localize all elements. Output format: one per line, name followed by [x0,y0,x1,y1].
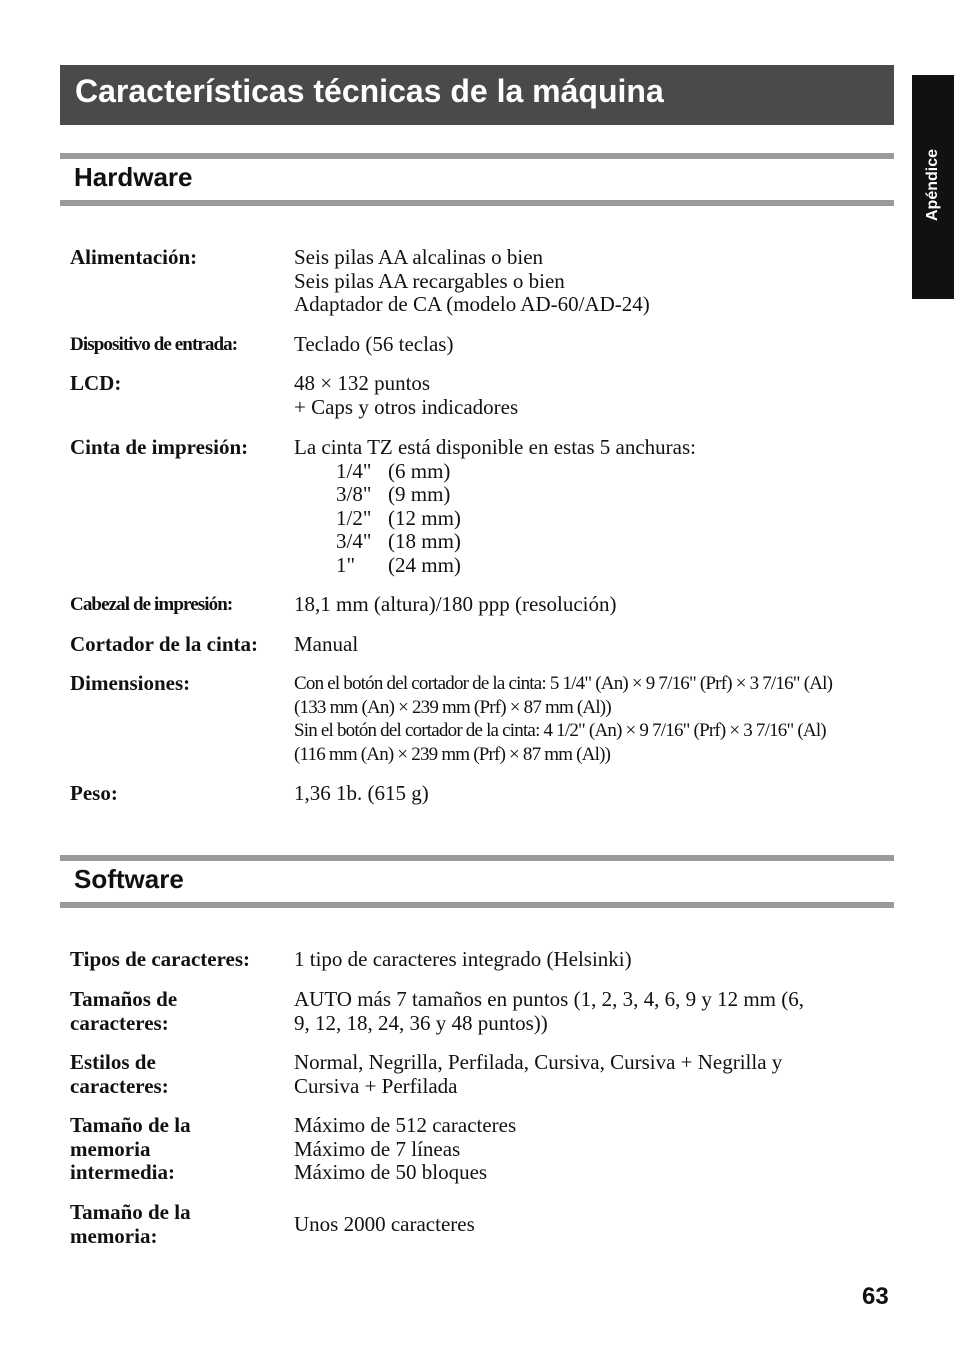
spec-value-line: 48 × 132 puntos [294,371,431,395]
spec-label: LCD: [70,371,122,395]
side-tab-label: Apéndice [924,148,941,222]
hardware-top-rule [60,153,894,159]
spec-value [294,988,894,1035]
tape-width-row [294,483,894,507]
spec-label: Dimensiones: [70,671,191,695]
spec-value-line: 9, 12, 18, 24, 36 y 48 puntos)) [294,1010,548,1035]
spec-label [70,1051,285,1098]
spec-label-line: Tamaño de la [70,1200,191,1224]
spec-value-line: (133 mm (An) × 239 mm (Prf) × 87 mm (Al)) [294,696,611,718]
spec-value-line: (116 mm (An) × 239 mm (Prf) × 87 mm (Al)) [294,743,611,765]
tape-width-inch: 1/2" [336,505,372,530]
tape-width-row [294,507,894,531]
spec-label: Tipos de caracteres: [70,947,251,971]
spec-value-line: Seis pilas AA recargables o bien [294,268,565,293]
tape-width-mm: (9 mm) [388,482,451,506]
spec-value [294,333,894,357]
spec-value [294,436,894,577]
software-bottom-rule [60,902,894,908]
hardware-section-header [60,153,894,208]
spec-value [294,948,894,972]
spec-value-line: 1 tipo de caracteres integrado (Helsinki) [294,947,632,971]
spec-value-line: 1,36 1b. (615 g) [294,781,429,805]
software-heading: Software [74,864,184,894]
spec-label: Peso: [70,781,118,805]
spec-value [294,1051,894,1098]
spec-label-line: Tamaños de [70,987,178,1011]
spec-label-line: memoria: [70,1223,158,1248]
spec-value-line: La cinta TZ está disponible en estas 5 anchuras: [294,435,696,459]
spec-value [294,672,894,766]
spec-value-line: Cursiva + Perfilada [294,1073,458,1098]
spec-value-line: Máximo de 50 bloques [294,1160,488,1184]
spec-label [70,1201,285,1248]
spec-label: Cinta de impresión: [70,435,249,459]
spec-value [294,1213,894,1237]
tape-width-inch: 3/4" [336,529,372,553]
spec-label [70,1114,285,1185]
spec-value-line: Teclado (56 teclas) [294,332,454,356]
tape-width-inch: 1/4" [336,458,372,483]
spec-value-line: Normal, Negrilla, Perfilada, Cursiva, Cursiva + Negrilla y [294,1050,783,1074]
tape-width-mm: (12 mm) [388,505,461,530]
tape-width-row [294,460,894,484]
spec-label-line: Tamaño de la [70,1113,191,1137]
tape-width-row [294,554,894,578]
spec-value [294,633,894,657]
section-side-tab [912,75,954,299]
spec-value-line: Sin el botón del cortador de la cinta: 4 1/2" (An) × 9 7/16" (Prf) × 3 7/16" (Al) [294,720,826,741]
spec-value [294,246,894,317]
spec-value [294,1114,894,1185]
hardware-heading: Hardware [74,162,193,192]
software-section-header [60,855,894,910]
spec-value-line: Máximo de 512 caracteres [294,1113,517,1137]
spec-value-line: Adaptador de CA (modelo AD-60/AD-24) [294,292,650,316]
tape-width-mm: (24 mm) [388,552,461,577]
spec-label: Cortador de la cinta: [70,632,259,656]
software-top-rule [60,855,894,861]
spec-value-line: Manual [294,632,359,656]
hardware-bottom-rule [60,200,894,206]
spec-label-line: intermedia: [70,1160,175,1184]
spec-value [294,782,894,806]
spec-value-line: Con el botón del cortador de la cinta: 5 1/4" (An) × 9 7/16" (Prf) × 3 7/16" (Al) [294,673,833,694]
spec-label: Alimentación: [70,245,198,269]
spec-value-line: + Caps y otros indicadores [294,394,519,419]
spec-label [70,988,285,1035]
tape-width-mm: (18 mm) [388,529,461,553]
page-title-bar [60,65,894,125]
tape-width-row [294,530,894,554]
spec-label: Cabezal de impresión: [70,594,233,615]
spec-label-line: caracteres: [70,1010,169,1035]
spec-value [294,372,894,419]
spec-label: Dispositivo de entrada: [70,334,238,355]
spec-value [294,593,894,617]
page-title: Características técnicas de la máquina [75,73,664,109]
spec-value-line: Máximo de 7 líneas [294,1136,461,1161]
tape-width-inch: 3/8" [336,482,372,506]
spec-value-line: Unos 2000 caracteres [294,1212,475,1236]
spec-value-line: AUTO más 7 tamaños en puntos (1, 2, 3, 4, 6, 9 y 12 mm (6, [294,987,804,1011]
spec-value-line: Seis pilas AA alcalinas o bien [294,245,544,269]
spec-label-line: memoria [70,1136,151,1161]
spec-label-line: Estilos de [70,1050,156,1074]
tape-width-mm: (6 mm) [388,458,451,483]
spec-label-line: caracteres: [70,1073,169,1098]
tape-width-inch: 1" [336,552,356,577]
spec-value-line: 18,1 mm (altura)/180 ppp (resolución) [294,592,617,616]
page-number: 63 [862,1283,889,1310]
